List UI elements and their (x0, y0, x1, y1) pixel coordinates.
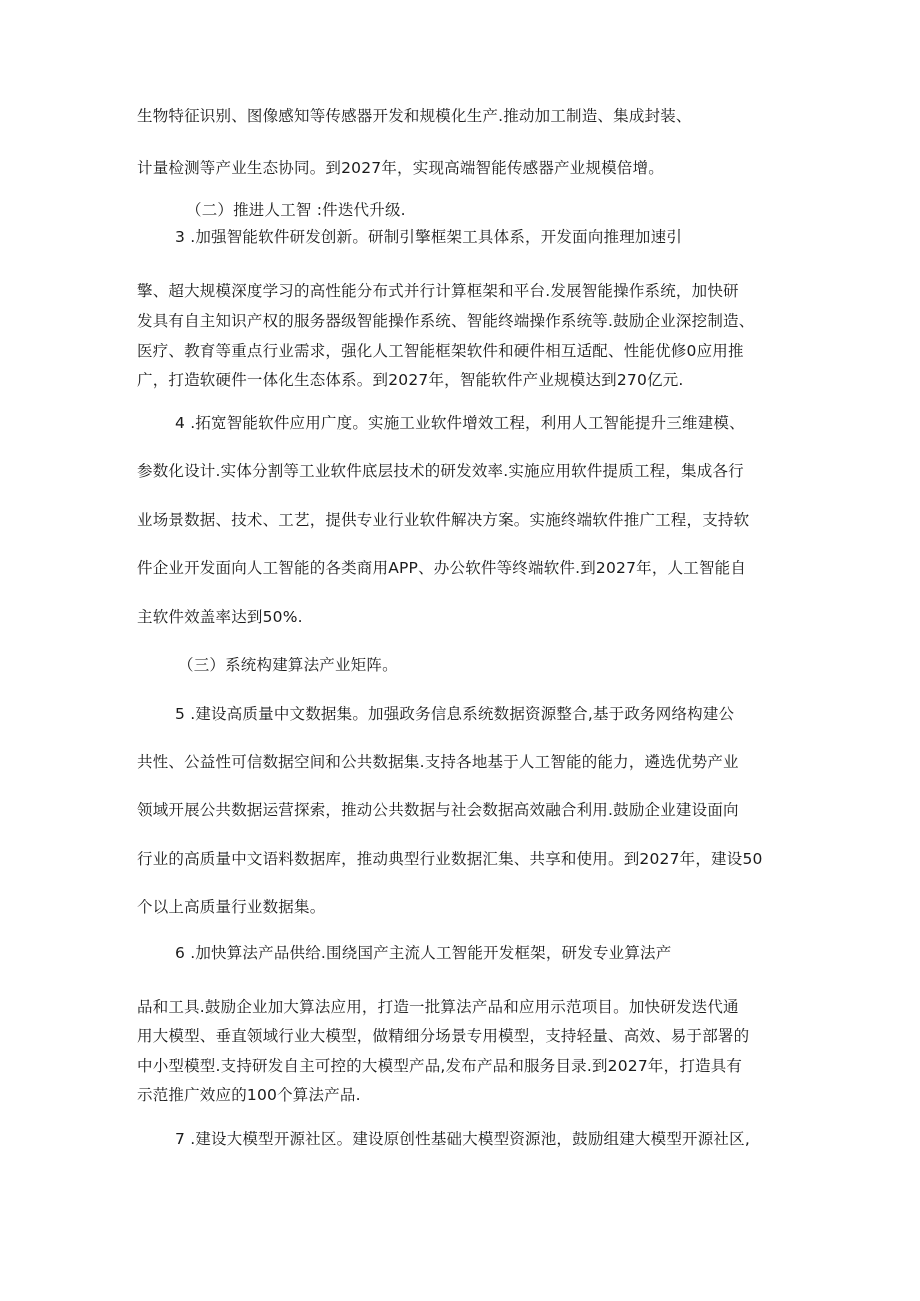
text-line: 计量检测等产业生态协同。到2027年，实现高端智能传感器产业规模倍增。 (137, 159, 664, 177)
text-line: 3 .加强智能软件研发创新。研制引擎框架工具体系，开发面向推理加速引 (175, 228, 683, 246)
text-line: 共性、公益性可信数据空间和公共数据集.支持各地基于人工智能的能力，遴选优势产业 (137, 753, 739, 771)
text-line: 用大模型、垂直领域行业大模型，做精细分场景专用模型，支持轻量、高效、易于部署的 (137, 1027, 750, 1045)
text-line: 件企业开发面向人工智能的各类商用APP、办公软件等终端软件.到2027年，人工智能自 (137, 559, 747, 577)
text-line: 医疗、教育等重点行业需求，强化人工智能框架软件和硬件相互适配、性能优修0应用推 (137, 342, 744, 360)
text-line: 品和工具.鼓励企业加大算法应用，打造一批算法产品和应用示范项目。加快研发迭代通 (137, 998, 739, 1016)
text-line: 示范推广效应的100个算法产品. (137, 1086, 361, 1104)
text-line: 7 .建设大模型开源社区。建设原创性基础大模型资源池，鼓励组建大模型开源社区, (175, 1130, 750, 1148)
text-line: 5 .建设高质量中文数据集。加强政务信息系统数据资源整合,基于政务网络构建公 (175, 705, 735, 723)
text-line: 广，打造软硬件一体化生态体系。到2027年，智能软件产业规模达到270亿元. (137, 371, 684, 389)
text-line: 中小型模型.支持研发自主可控的大模型产品,发布产品和服务目录.到2027年，打造具有 (137, 1057, 743, 1075)
section-heading: （三）系统构建算法产业矩阵。 (178, 656, 398, 674)
text-line: 6 .加快算法产品供给.围绕国产主流人工智能开发框架，研发专业算法产 (175, 944, 672, 962)
text-line: 参数化设计.实体分割等工业软件底层技术的研发效率.实施应用软件提质工程，集成各行 (137, 462, 744, 480)
text-line: 主软件效盖率达到50%. (137, 608, 303, 626)
text-line: 行业的高质量中文语料数据库，推动典型行业数据汇集、共享和使用。到2027年，建设50 (137, 850, 763, 868)
text-line: 个以上高质量行业数据集。 (137, 898, 326, 916)
text-line: 发具有自主知识产权的服务器级智能操作系统、智能终端操作系统等.鼓励企业深挖制造、 (137, 312, 755, 330)
text-line: 4 .拓宽智能软件应用广度。实施工业软件增效工程，利用人工智能提升三维建模、 (175, 414, 745, 432)
text-line: 擎、超大规模深度学习的高性能分布式并行计算框架和平台.发展智能操作系统，加快研 (137, 282, 739, 300)
section-heading: （二）推进人工智 :件迭代升级. (186, 201, 406, 219)
text-line: 领域开展公共数据运营探索，推动公共数据与社会数据高效融合利用.鼓励企业建设面向 (137, 801, 739, 819)
text-line: 生物特征识别、图像感知等传感器开发和规模化生产.推动加工制造、集成封装、 (137, 107, 692, 125)
text-line: 业场景数据、技术、工艺，提供专业行业软件解决方案。实施终端软件推广工程，支持软 (137, 511, 750, 529)
